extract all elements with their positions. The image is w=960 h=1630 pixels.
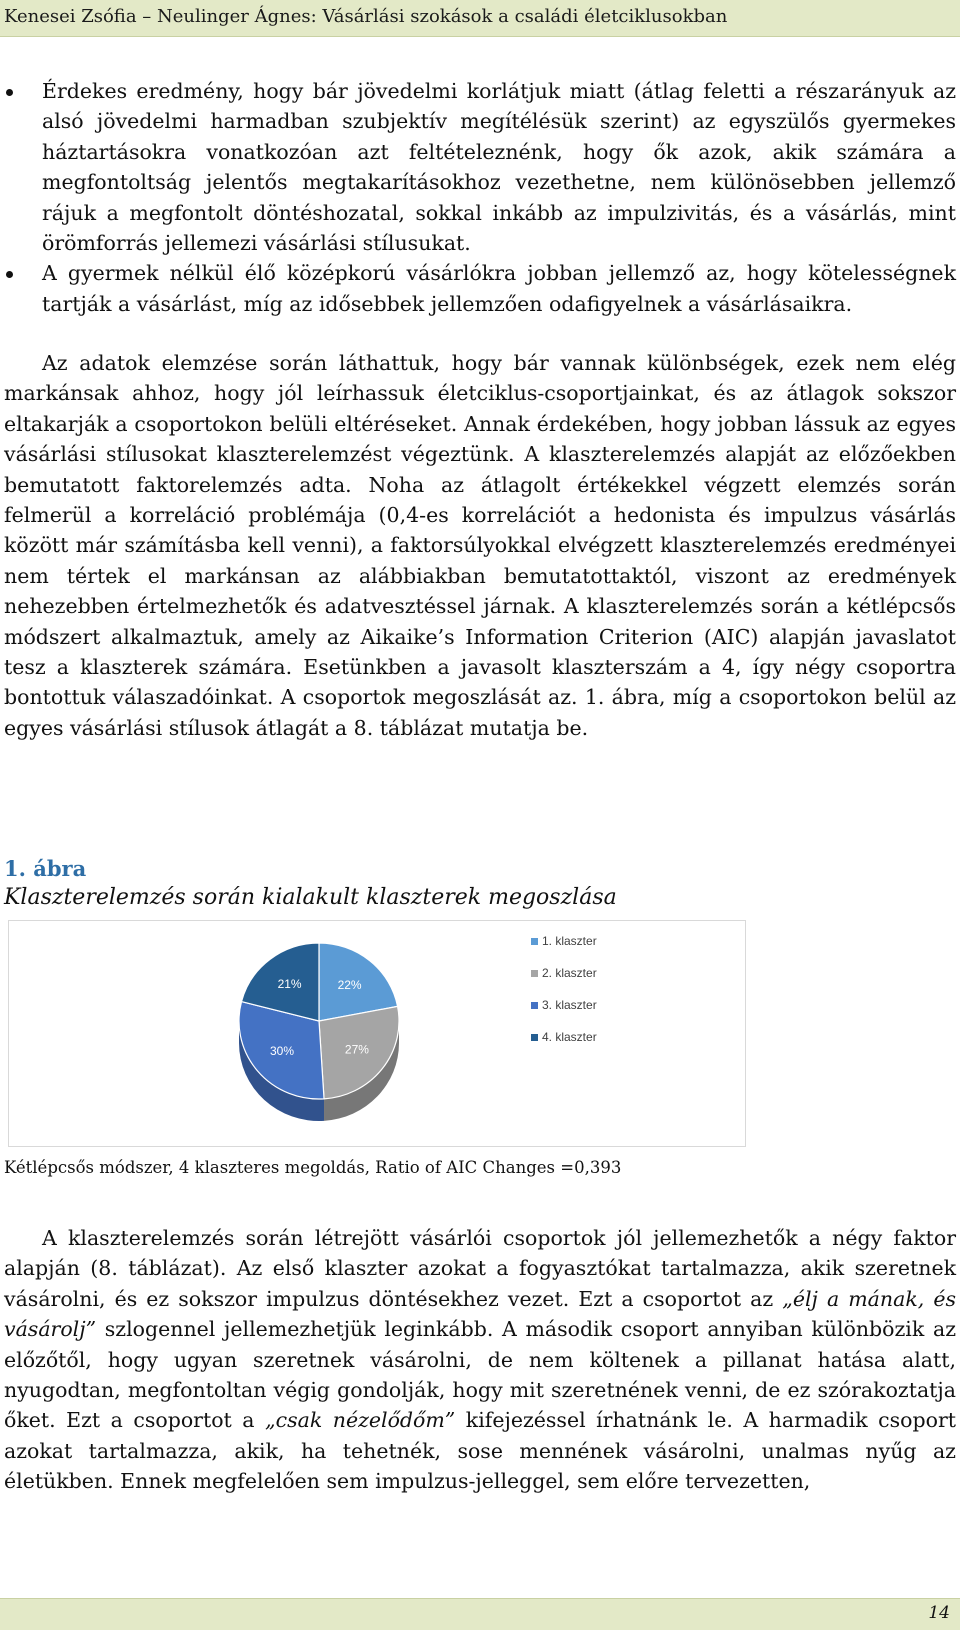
body-paragraph: Az adatok elemzése során láthattuk, hogy bár vannak különbségek, ezek nem elég markánsak ahhoz, hogy jól leírhassuk életciklus-csoportjainkat, és az átlagok sokszor eltakarják a csoportokon belüli eltéréseket. Annak érdekében, hogy jobban lássuk az egyes vásárlási stílusokat klaszterelemzést végeztünk. A klaszterelemzés alapját az előzőekben bemutatott faktorelemzés adta. Noha az átlagolt értékekkel végzett elemzés során felmerül a korreláció problémája (0,4-es korrelációt a hedonista és impulzus vásárlás között már számításba kell venni), a faktorsúlyokkal elvégzett klaszterelemzés eredményei nem tértek el markánsan az alábbiakban bemutatottaktól, viszont az eredmények nehezebben értelmezhetők és adatvesztéssel járnak. A klaszterelemzés során a kétlépcsős módszert alkalmaztuk, amely az Aikaike’s Information Criterion (AIC) alapján javaslatot tesz a klaszterek számára. Esetünkben a javasolt klaszterszám a 4, így négy csoportra bontottuk válaszadóinkat. A csoportok megoszlását az. 1. ábra, míg a csoportokon belül az egyes vásárlási stílusok átlagát a 8. táblázat mutatja be. xyxy=(4,351,956,740)
legend-swatch xyxy=(531,938,538,945)
legend-swatch xyxy=(531,1034,538,1041)
legend-swatch xyxy=(531,1002,538,1009)
quote-expression: „csak nézelődőm” xyxy=(264,1408,456,1433)
figure-caption: Kétlépcsős módszer, 4 klaszteres megoldás, Ratio of AIC Changes =0,393 xyxy=(4,1158,622,1177)
bullet-item: Érdekes eredmény, hogy bár jövedelmi korlátjuk miatt (átlag feletti a részarányuk az alsó jövedelmi harmadban szubjektív megítélésük szerint) az egyszülős gyermekes háztartásokra vonatkozóan azt feltételeznénk, hogy ők azok, akik számára a megfontoltság jelentős megtakarításokhoz vezethetne, nem különösebben jellemző rájuk a megfontolt döntéshozatal, sokkal inkább az impulzivitás, és a vásárlás, mint örömforrás jellemezi vásárlási stílusukat. xyxy=(4,76,956,258)
legend-label: 4. klaszter xyxy=(542,1030,597,1044)
bullet-list xyxy=(4,76,956,319)
text-segment: kifejezéssel írhatnánk le. A harmadik csoport azokat tartalmazza, akik, ha tehetnék, sose mennének vásárolni, unalmas nyűg az életükben. Ennek megfelelően sem impulzus-jelleggel, sem előre tervezetten, xyxy=(4,1408,956,1494)
quote-slogan: „élj a mának, és vásárolj” xyxy=(4,1286,956,1342)
legend-label: 3. klaszter xyxy=(542,998,597,1012)
slice-data-label: 21% xyxy=(277,977,302,992)
page-number: 14 xyxy=(928,1603,950,1623)
body-paragraph xyxy=(4,1223,956,1497)
running-header-text: Kenesei Zsófia – Neulinger Ágnes: Vásárlási szokások a családi életciklusokban xyxy=(4,6,728,27)
figure-number: 1. ábra xyxy=(4,856,87,881)
legend-label: 2. klaszter xyxy=(542,966,597,980)
figure-title: Klaszterelemzés során kialakult klaszterek megoszlása xyxy=(4,885,617,910)
slice-data-label: 22% xyxy=(337,977,362,992)
bullet-item: A gyermek nélkül élő középkorú vásárlókra jobban jellemző az, hogy kötelességnek tartják a vásárlást, míg az idősebbek jellemzően odafigyelnek a vásárlásaikra. xyxy=(4,258,956,319)
slice-data-label: 30% xyxy=(269,1043,295,1058)
legend-swatch xyxy=(531,970,538,977)
slice-data-label: 27% xyxy=(344,1042,369,1057)
legend-label: 1. klaszter xyxy=(542,934,597,948)
text-segment: szlogennel jellemezhetjük leginkább. A második csoport annyiban különbözik az előzőtől, hogy ugyan szeretnek vásárolni, de nem költenek a pillanat hatása alatt, nyugodtan, megfontoltan végig gondolják, hogy mit szeretnének venni, de ez szórakoztatja őket. Ezt a csoportot a xyxy=(4,1317,956,1433)
running-header xyxy=(0,0,960,37)
pie-chart-svg xyxy=(9,921,745,1146)
pie-chart xyxy=(8,920,746,1147)
page-footer xyxy=(0,1598,960,1630)
text-segment: A klaszterelemzés során létrejött vásárlói csoportok jól jellemezhetők a négy faktor alapján (8. táblázat). Az első klaszter azokat a fogyasztókat tartalmazza, akik szeretnek vásárolni, és ez sokszor impulzus döntésekhez vezet. Ezt a csoportot az xyxy=(4,1226,956,1311)
